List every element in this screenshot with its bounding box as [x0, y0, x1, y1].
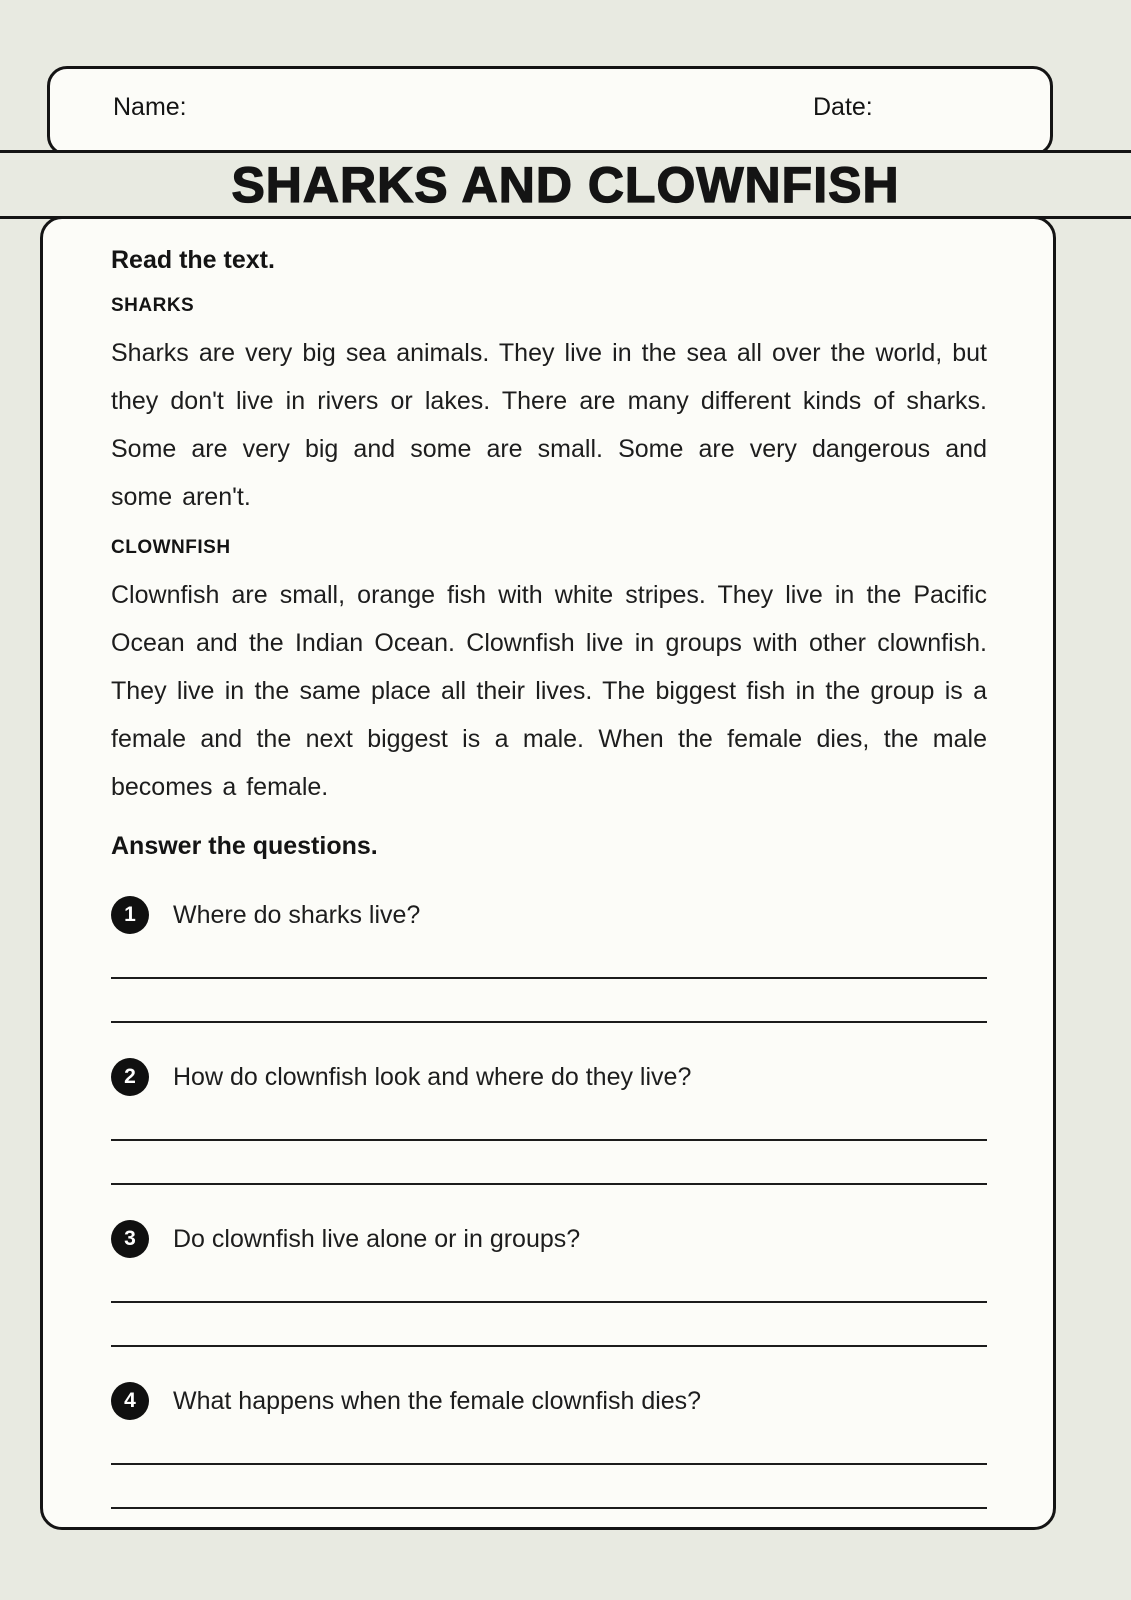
answer-line[interactable]	[111, 1021, 987, 1023]
section-heading-clownfish: CLOWNFISH	[111, 537, 231, 558]
question-text: What happens when the female clownfish dies?	[173, 1386, 702, 1415]
question-number-badge: 3	[111, 1220, 149, 1258]
read-instruction: Read the text.	[111, 246, 275, 274]
answer-line[interactable]	[111, 1345, 987, 1347]
question-text: Where do sharks live?	[173, 900, 421, 929]
question-text: How do clownfish look and where do they live?	[173, 1062, 692, 1091]
question-number-badge: 4	[111, 1382, 149, 1420]
answer-line[interactable]	[111, 977, 987, 979]
question-block-3	[111, 1219, 987, 1347]
title-band	[0, 150, 1131, 219]
name-date-box	[47, 66, 1053, 156]
name-field[interactable]	[200, 93, 680, 127]
question-row	[111, 1381, 987, 1421]
question-row	[111, 895, 987, 935]
question-row	[111, 1219, 987, 1259]
question-row	[111, 1057, 987, 1097]
date-label: Date:	[813, 93, 873, 121]
sharks-paragraph: Sharks are very big sea animals. They live in the sea all over the world, but they don't live in rivers or lakes. There are many different kinds of sharks. Some are very big and some are small. Some are very dangerous and some aren't.	[111, 339, 987, 511]
answer-line[interactable]	[111, 1139, 987, 1141]
content-box	[40, 216, 1056, 1530]
question-block-4	[111, 1381, 987, 1509]
answer-line[interactable]	[111, 1183, 987, 1185]
question-text: Do clownfish live alone or in groups?	[173, 1224, 581, 1253]
answer-line[interactable]	[111, 1463, 987, 1465]
section-heading-sharks: SHARKS	[111, 295, 195, 316]
question-block-1	[111, 895, 987, 1023]
question-block-2	[111, 1057, 987, 1185]
page-title: SHARKS AND CLOWNFISH	[231, 156, 900, 213]
answer-line[interactable]	[111, 1507, 987, 1509]
answer-instruction: Answer the questions.	[111, 832, 378, 860]
question-number-badge: 1	[111, 896, 149, 934]
question-number-badge: 2	[111, 1058, 149, 1096]
name-label: Name:	[113, 93, 187, 121]
date-field[interactable]	[885, 93, 1055, 127]
answer-line[interactable]	[111, 1301, 987, 1303]
clownfish-paragraph: Clownfish are small, orange fish with white stripes. They live in the Pacific Ocean and the Indian Ocean. Clownfish live in groups with other clownfish. They live in the same place all their lives. The biggest fish in the group is a female and the next biggest is a male. When the female dies, the male becomes a female.	[111, 581, 987, 801]
